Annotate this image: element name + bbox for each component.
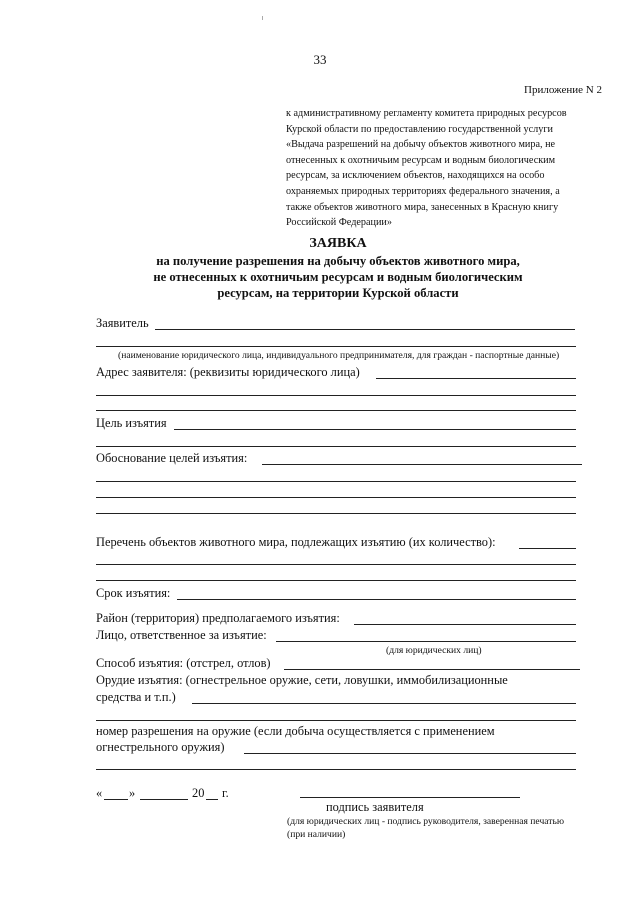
signature-field-line[interactable] [300,797,520,798]
signature-hint-continued: (при наличии) [287,829,346,840]
applicant-field-line[interactable] [155,329,575,330]
tools-label-continued: средства и т.п.) [96,690,176,704]
tools-field-line-2[interactable] [96,720,576,721]
date-open-quote: « [96,786,103,800]
district-label: Район (территория) предполагаемого изъятия: [96,611,340,625]
document-subtitle-line: ресурсам, на территории Курской области [217,286,459,300]
term-field-line[interactable] [177,599,576,600]
reference-line: Курской области по предоставлению государственной услуги [286,123,553,135]
tools-label: Орудие изъятия: (огнестрельное оружие, сети, ловушки, иммобилизационные [96,673,508,687]
justification-field-line-4[interactable] [96,513,576,514]
date-year-field[interactable] [206,799,218,800]
purpose-field-line[interactable] [174,429,576,430]
document-subtitle-line: не отнесенных к охотничьим ресурсам и водным биологическим [153,270,523,284]
reference-line: отнесенных к охотничьим ресурсам и водным биологическим [286,154,556,166]
justification-label: Обоснование целей изъятия: [96,451,248,465]
document-subtitle-line: на получение разрешения на добычу объектов животного мира, [156,254,520,268]
address-field-line-2[interactable] [96,395,576,396]
justification-field-line-3[interactable] [96,497,576,498]
objects-label: Перечень объектов животного мира, подлежащих изъятию (их количество): [96,535,496,549]
responsible-label: Лицо, ответственное за изъятие: [96,628,267,642]
applicant-hint: (наименование юридического лица, индивидуального предпринимателя, для граждан - паспортные данные) [118,350,560,361]
applicant-label: Заявитель [96,316,149,330]
signature-label: подпись заявителя [326,800,424,814]
date-year-suffix: г. [222,786,229,800]
applicant-field-line-2[interactable] [96,346,576,347]
weapon-permit-label-continued: огнестрельного оружия) [96,740,225,754]
justification-field-line[interactable] [262,464,582,465]
document-title: ЗАЯВКА [309,236,367,251]
reference-line: к административному регламенту комитета природных ресурсов [286,108,567,119]
date-month-field[interactable] [140,799,188,800]
reference-line: Российской Федерации» [286,217,392,229]
reference-line: ресурсам, за исключением объектов, находящихся на особо [286,170,545,182]
signature-hint: (для юридических лиц - подпись руководителя, заверенная печатью [287,816,565,827]
purpose-label: Цель изъятия [96,416,167,430]
date-day-field[interactable] [104,799,128,800]
district-field-line[interactable] [354,624,576,625]
objects-field-line-2[interactable] [96,564,576,565]
justification-field-line-2[interactable] [96,481,576,482]
reference-line: также объектов животного мира, занесенных в Красную книгу [286,201,559,213]
address-field-line-3[interactable] [96,410,576,411]
weapon-permit-field-line[interactable] [244,753,576,754]
tools-field-line[interactable] [192,703,576,704]
term-label: Срок изъятия: [96,586,171,600]
date-year-prefix: 20 [192,786,205,800]
regulation-reference [286,106,584,231]
objects-field-line[interactable] [519,548,576,549]
reference-line: «Выдача разрешений на добычу объектов животного мира, не [286,139,556,151]
responsible-hint: (для юридических лиц) [386,645,482,656]
reference-line: охраняемых природных территориях федерального значения, а [286,185,560,197]
address-field-line[interactable] [376,378,576,379]
method-field-line[interactable] [284,669,580,670]
appendix-label: Приложение N 2 [524,84,602,96]
weapon-permit-field-line-2[interactable] [96,769,576,770]
page-number: 33 [313,52,327,67]
responsible-field-line[interactable] [276,641,576,642]
weapon-permit-label: номер разрешения на оружие (если добыча осуществляется с применением [96,724,495,738]
objects-field-line-3[interactable] [96,580,576,581]
scan-mark [262,16,263,20]
method-label: Способ изъятия: (отстрел, отлов) [96,656,271,670]
purpose-field-line-2[interactable] [96,446,576,447]
address-label: Адрес заявителя: (реквизиты юридического лица) [96,365,360,379]
date-close-quote: » [129,786,136,800]
